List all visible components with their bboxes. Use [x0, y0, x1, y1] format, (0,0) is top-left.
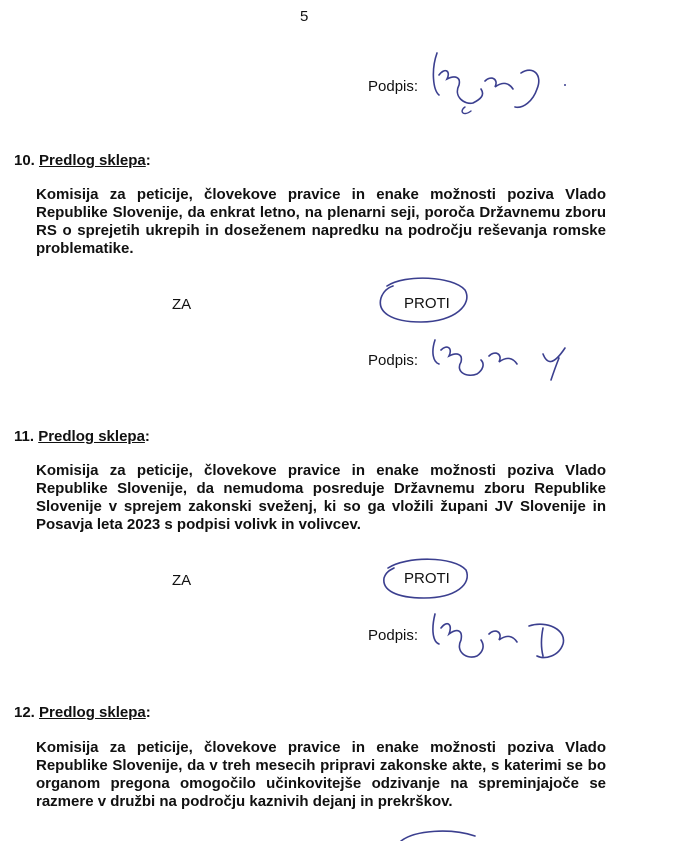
handwritten-signature: [425, 334, 575, 382]
item-number: 11.: [14, 428, 35, 445]
item-heading: [14, 428, 150, 445]
vote-for-label: ZA: [172, 572, 192, 589]
item-number: 12.: [14, 704, 35, 721]
handwritten-signature: [425, 608, 585, 670]
circled-vote-mark-partial: [395, 826, 485, 841]
item-paragraph: Komisija za peticije, človekove pravice in enake možnosti poziva Vlado Republike Slovenije, da nemudoma posreduje Državnemu zboru Republike Slovenije v sprejem zakonski sveženj, ki so ga vložili župani JV Slovenije in Posavja leta 2023 s podpisi volivk in volivcev.: [36, 462, 606, 533]
circled-vote-mark: [375, 276, 475, 328]
item-paragraph: Komisija za peticije, človekove pravice in enake možnosti poziva Vlado Republike Slovenije, da enkrat letno, na plenarni seji, poroča Državnemu zboru RS o sprejetih ukrepih in doseženem napredku na področju reševanja romske problematike.: [36, 186, 606, 257]
circled-vote-mark: [378, 556, 476, 606]
vote-against-label: PROTI: [404, 295, 450, 312]
item-heading-label: Predlog sklepa: [39, 704, 146, 721]
signature-label: Podpis:: [368, 78, 419, 95]
item-heading: [14, 152, 151, 169]
vote-for-label: ZA: [172, 296, 192, 313]
heading-colon: :: [145, 704, 151, 721]
item-number: 10.: [14, 152, 35, 169]
vote-against-label: PROTI: [404, 570, 450, 587]
item-heading-label: Predlog sklepa: [39, 152, 146, 169]
handwritten-signature: [425, 45, 575, 120]
heading-colon: :: [145, 152, 151, 169]
item-paragraph: Komisija za peticije, človekove pravice in enake možnosti poziva Vlado Republike Slovenije, da v treh mesecih pripravi zakonske akte, s katerimi se bo organom pregona omogočilo učinkovitejše odzivanje na spreminjajoče se razmere v družbi na področju kaznivih dejanj in prekrškov.: [36, 739, 606, 810]
item-heading-label: Predlog sklepa: [38, 428, 145, 445]
signature-label: Podpis:: [368, 627, 419, 644]
signature-label: Podpis:: [368, 352, 419, 369]
item-heading: [14, 704, 151, 721]
heading-colon: :: [144, 428, 150, 445]
page-number: 5: [300, 8, 309, 25]
